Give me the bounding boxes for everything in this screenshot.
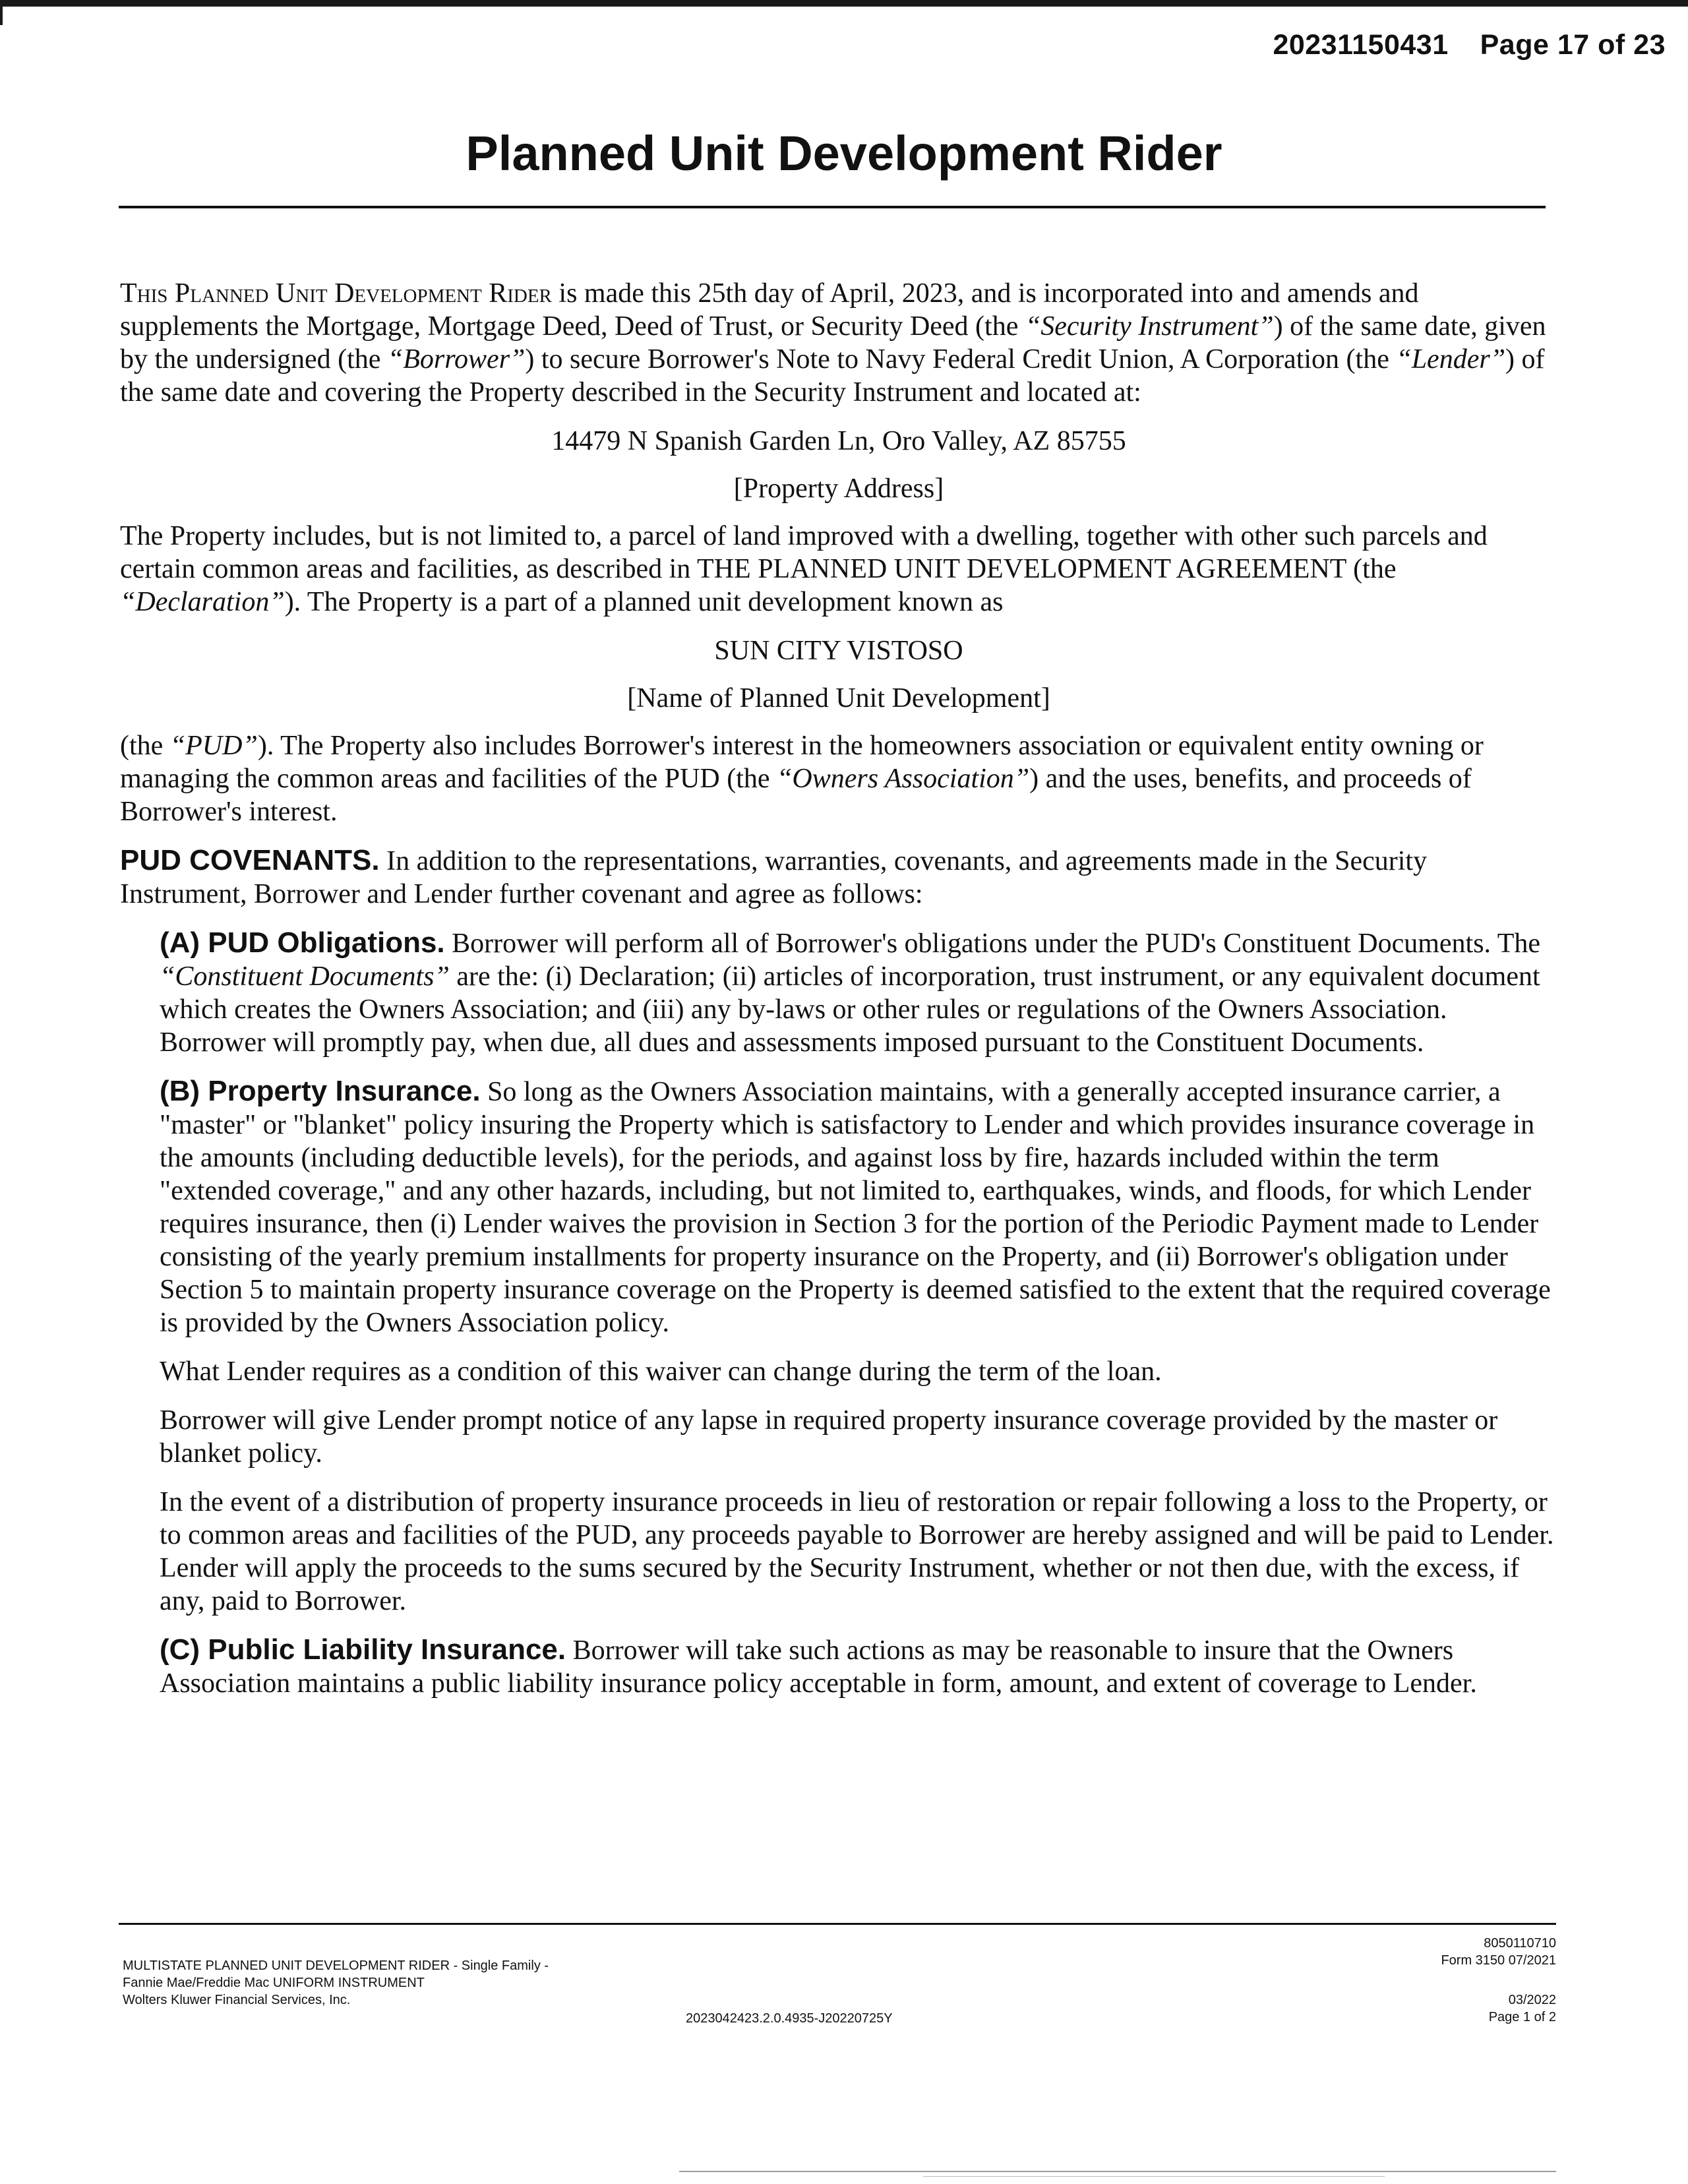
footer-page-number: Page 1 of 2 [1488, 2010, 1556, 2024]
section-c-heading: (C) Public Liability Insurance. [160, 1633, 566, 1666]
section-b-notice-paragraph: Borrower will give Lender prompt notice of any lapse in required property insurance coverage provided by the master or blanket policy. [160, 1405, 1498, 1469]
pud-definition-paragraph: (the “PUD”). The Property also includes Borrower's interest in the homeowners association or equivalent entity owning or managing the common areas and facilities of the PUD (the “Owners Association”) and the uses, benefits, and proceeds of Borrower's interest. [120, 731, 1484, 827]
document-number: 20231150431 [1273, 29, 1449, 61]
footer-instrument-type: Fannie Mae/Freddie Mac UNIFORM INSTRUMENT [123, 1976, 425, 1990]
intro-lead: This Planned Unit Development Rider [120, 278, 552, 309]
footer-form-meta [1441, 1935, 1556, 2026]
covenants-paragraph: PUD COVENANTS. In addition to the representations, warranties, covenants, and agreements made in the Security Instrument, Borrower and Lender further covenant and agree as follows: [120, 844, 1428, 909]
pud-name-label: [Name of Planned Unit Development] [627, 683, 1050, 713]
recording-header [1273, 29, 1666, 61]
scan-top-border [0, 0, 1688, 7]
property-address: 14479 N Spanish Garden Ln, Oro Valley, AZ 85755 [551, 426, 1126, 456]
section-b-proceeds-paragraph: In the event of a distribution of property insurance proceeds in lieu of restoration or repair following a loss to the Property, or to common areas and facilities of the PUD, any proceeds payable to Borrower are hereby assigned and will be paid to Lender. Lender will apply the proceeds to the sums secured by the Security Instrument, whether or not then due, with the excess, if any, paid to Borrower. [160, 1487, 1554, 1616]
section-b-waiver-paragraph: What Lender requires as a condition of this waiver can change during the term of the loan. [160, 1356, 1162, 1387]
footer-document-code: 2023042423.2.0.4935-J20220725Y [686, 2011, 893, 2026]
scan-edge-mark [0, 7, 3, 25]
footer-revision-date: 03/2022 [1508, 1993, 1556, 2007]
footer-form-info [123, 1957, 848, 2009]
footer-divider [119, 1923, 1556, 1925]
term-declaration: “Declaration” [120, 587, 285, 617]
term-constituent-documents: “Constituent Documents” [160, 961, 450, 992]
pud-name: SUN CITY VISTOSO [714, 636, 963, 666]
section-a-heading: (A) PUD Obligations. [160, 926, 445, 959]
page-indicator: Page 17 of 23 [1480, 29, 1666, 61]
term-security-instrument: “Security Instrument” [1025, 311, 1274, 342]
property-includes-paragraph: The Property includes, but is not limited to, a parcel of land improved with a dwelling, together with other such parcels and certain common areas and facilities, as described in THE PLANNED UNIT DEVELOPMENT AGREEMENT (the “Declaration”). The Property is a part of a planned unit development known as [120, 521, 1488, 617]
title-divider [119, 206, 1546, 208]
section-b-heading: (B) Property Insurance. [160, 1075, 481, 1107]
term-pud: “PUD” [169, 731, 258, 761]
footer-publisher: Wolters Kluwer Financial Services, Inc. [123, 1993, 351, 2007]
intro-paragraph: This Planned Unit Development Rider is made this 25th day of April, 2023, and is incorporated into and amends and supplements the Mortgage, Mortgage Deed, Deed of Trust, or Security Deed (the “Security Instrument”) of the same date, given by the undersigned (the “Borrower”) to secure Borrower's Note to Navy Federal Credit Union, A Corporation (the “Lender”) of the same date and covering the Property described in the Security Instrument and located at: [120, 278, 1546, 408]
property-address-label: [Property Address] [733, 473, 944, 504]
term-lender: “Lender” [1396, 344, 1506, 375]
section-c-paragraph: (C) Public Liability Insurance. Borrower will take such actions as may be reasonable to insure that the Owners Association maintains a public liability insurance policy acceptable in form, amount, and extent of coverage to Lender. [160, 1633, 1477, 1699]
footer-form-title: MULTISTATE PLANNED UNIT DEVELOPMENT RIDER - Single Family - [123, 1958, 549, 1973]
footer-form-code: 8050110710 [1484, 1936, 1556, 1951]
term-borrower: “Borrower” [387, 344, 526, 375]
covenants-heading: PUD COVENANTS. [120, 844, 380, 876]
footer-form-number: Form 3150 07/2021 [1441, 1953, 1556, 1968]
document-body [120, 277, 1557, 1716]
section-a-paragraph: (A) PUD Obligations. Borrower will perform all of Borrower's obligations under the PUD's Constituent Documents. The “Constituent Documents” are the: (i) Declaration; (ii) articles of incorporation, trust instrument, or any equivalent document which creates the Owners Association; and (iii) any by-laws or other rules or regulations of the Owners Association. Borrower will promptly pay, when due, all dues and assessments imposed pursuant to the Constituent Documents. [160, 926, 1541, 1058]
scan-bottom-line-faint [923, 2176, 1385, 2177]
term-owners-association: “Owners Association” [777, 764, 1030, 794]
scan-bottom-line [679, 2171, 1556, 2172]
document-title: Planned Unit Development Rider [466, 126, 1222, 181]
section-b-paragraph: (B) Property Insurance. So long as the Owners Association maintains, with a generally accepted insurance carrier, a "master" or "blanket" policy insuring the Property which is satisfactory to Lender and which provides insurance coverage in the amounts (including deductible levels), for the periods, and against loss by fire, hazards included within the term "extended coverage," and any other hazards, including, but not limited to, earthquakes, winds, and floods, for which Lender requires insurance, then (i) Lender waives the provision in Section 3 for the portion of the Periodic Payment made to Lender consisting of the yearly premium installments for property insurance on the Property, and (ii) Borrower's obligation under Section 5 to maintain property insurance coverage on the Property is deemed satisfied to the extent that the required coverage is provided by the Owners Association policy. [160, 1075, 1551, 1338]
